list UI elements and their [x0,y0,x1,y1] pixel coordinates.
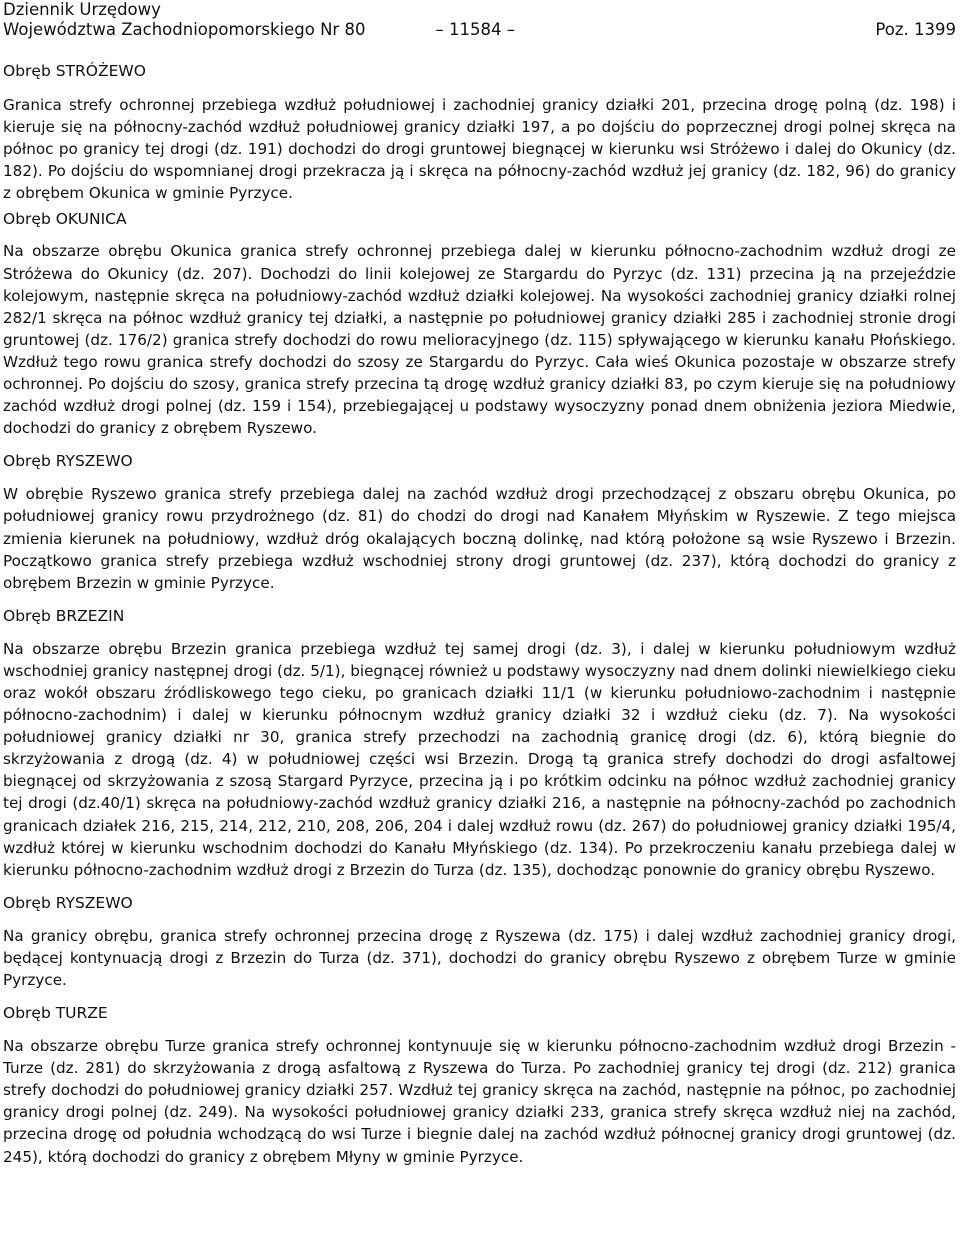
page-number: – 11584 – [435,20,515,39]
section-heading-okunica: Obręb OKUNICA [3,210,127,229]
section-text-ryszewo-2: Na granicy obrębu, granica strefy ochronnej przecina drogę z Ryszewa (dz. 175) i dalej wzdłuż zachodniej granicy drogi, będącej kontynuacją drogi z Brzezin do Turza (dz. 371), dochodzi do granicy obrębu Ryszewo z obrębem Turze w gminie Pyrzyce. [3,926,956,989]
journal-issue: Województwa Zachodniopomorskiego Nr 80 [3,20,366,39]
section-heading-turze: Obręb TURZE [3,1004,108,1023]
section-heading-ryszewo: Obręb RYSZEWO [3,452,133,471]
section-heading-strozewo: Obręb STRÓŻEWO [3,62,146,80]
section-text-brzezin: Na obszarze obrębu Brzezin granica przebiega wzdłuż tej samej drogi (dz. 3), i dalej w kierunku południowym wzdłuż wschodniej granicy następnej drogi (dz. 5/1), biegnącej również u podstawy wysoczyzny nad dnem dolinki niewielkiego cieku oraz wokół obszaru źródliskowego tego cieku, po granicach działki 11/1 (w kierunku południowo-zachodnim i następnie północno-zachodnim) i dalej w kierunku północnym wzdłuż granicy działki 32 i wzdłuż cieku (dz. 7). Na wysokości południowej granicy działki nr 30, granica strefy przechodzi na zachodnią granicę drogi (dz. 6), którą biegnie do skrzyżowania z drogą (dz. 4) w południowej części wsi Brzezin. Drogą tą granica strefy dochodzi do drogi asfaltowej biegnącej od skrzyżowania z szosą Stargard Pyrzyce, przecina ją i po krótkim odcinku na północ wzdłuż zachodniej granicy tej drogi (dz.40/1) skręca na południowy-zachód wzdłuż granicy działki 216, a następnie na północny-zachód po zachodnich granicach działek 216, 215, 214, 212, 210, 208, 206, 204 i dalej wzdłuż rowu (dz. 267) do południowej granicy działki 195/4, wzdłuż której w kierunku wschodnim dochodzi do Kanału Młyńskiego (dz. 134). Po przekroczeniu kanału przebiega dalej w kierunku północno-zachodnim wzdłuż drogi z Brzezin do Turza (dz. 135), dochodząc ponownie do granicy obrębu Ryszewo. [3,639,956,879]
journal-title: Dziennik Urzędowy [3,0,161,19]
header-info-line [3,20,956,40]
page-header [3,0,956,40]
section-heading-ryszewo-2: Obręb RYSZEWO [3,893,133,912]
section-heading-brzezin: Obręb BRZEZIN [3,606,125,625]
section-text-ryszewo: W obrębie Ryszewo granica strefy przebiega dalej na zachód wzdłuż drogi przechodzącej z obszaru obrębu Okunica, po południowej granicy rowu przydrożnego (dz. 81) do chodzi do drogi nad Kanałem Młyńskim w Ryszewie. Z tego miejsca zmienia kierunek na południowy, wzdłuż dróg okalających boczną dolinkę, nad którą położone są wsie Ryszewo i Brzezin. Początkowo granica strefy przebiega wzdłuż wschodniej strony drogi gruntowej (dz. 237), którą dochodzi do granicy z obrębem Brzezin w gminie Pyrzyce. [3,485,956,592]
section-text-turze: Na obszarze obrębu Turze granica strefy ochronnej kontynuuje się w kierunku północno-zachodnim wzdłuż drogi Brzezin - Turze (dz. 281) do skrzyżowania z drogą asfaltową z Ryszewa do Turza. Po zachodniej granicy tej drogi (dz. 212) granica strefy dochodzi do południowej granicy działki 257. Wzdłuż tej granicy skręca na zachód, następnie na północ, po zachodniej granicy drogi polnej (dz. 249). Na wysokości południowej granicy działki 233, granica strefy skręca wzdłuż niej na zachód, przecina drogę od południa wchodzącą do wsi Turze i biegnie dalej na zachód wzdłuż północnej granicy drogi gruntowej (dz. 245), którą dochodzi do granicy z obrębem Młyny w gminie Pyrzyce. [3,1037,956,1166]
document-page [3,0,956,1168]
position-number: Poz. 1399 [875,20,956,39]
section-text-okunica: Na obszarze obrębu Okunica granica strefy ochronnej przebiega dalej w kierunku północno-zachodnim wzdłuż drogi ze Stróżewa do Okunicy (dz. 207). Dochodzi do linii kolejowej ze Stargardu do Pyrzyc (dz. 131) przecina ją na przejeździe kolejowym, następnie skręca na południowy-zachód wzdłuż działki kolejowej. Na wysokości zachodniej granicy działki rolnej 282/1 skręca na północ wzdłuż granicy tej działki, a następnie po południowej granicy działki 285 i zachodniej stronie drogi gruntowej (dz. 176/2) granica strefy dochodzi do rowu melioracyjnego (dz. 115) spływającego w kierunku kanału Płońskiego. Wzdłuż tego rowu granica strefy dochodzi do szosy ze Stargardu do Pyrzyc. Cała wieś Okunica pozostaje w obszarze strefy ochronnej. Po dojściu do szosy, granica strefy przecina tą drogę wzdłuż granicy działki 83, po czym kieruje się na południowy zachód wzdłuż drogi polnej (dz. 159 i 154), przebiegającej u podstawy wysoczyzny ponad dnem obniżenia jeziora Miedwie, dochodzi do granicy z obrębem Ryszewo. [3,242,956,438]
section-text-strozewo: Granica strefy ochronnej przebiega wzdłuż południowej i zachodniej granicy działki 201, przecina drogę polną (dz. 198) i kieruje się na północny-zachód wzdłuż południowej granicy działki 197, a po dojściu do poprzecznej drogi polnej skręca na północ po granicy tej drogi (dz. 191) dochodzi do drogi gruntowej biegnącej w kierunku wsi Stróżewo i dalej do Okunicy (dz. 182). Po dojściu do wspomnianej drogi przekracza ją i skręca na północny-zachód wzdłuż jej granicy (dz. 182, 96) do granicy z obrębem Okunica w gminie Pyrzyce. [3,96,956,203]
